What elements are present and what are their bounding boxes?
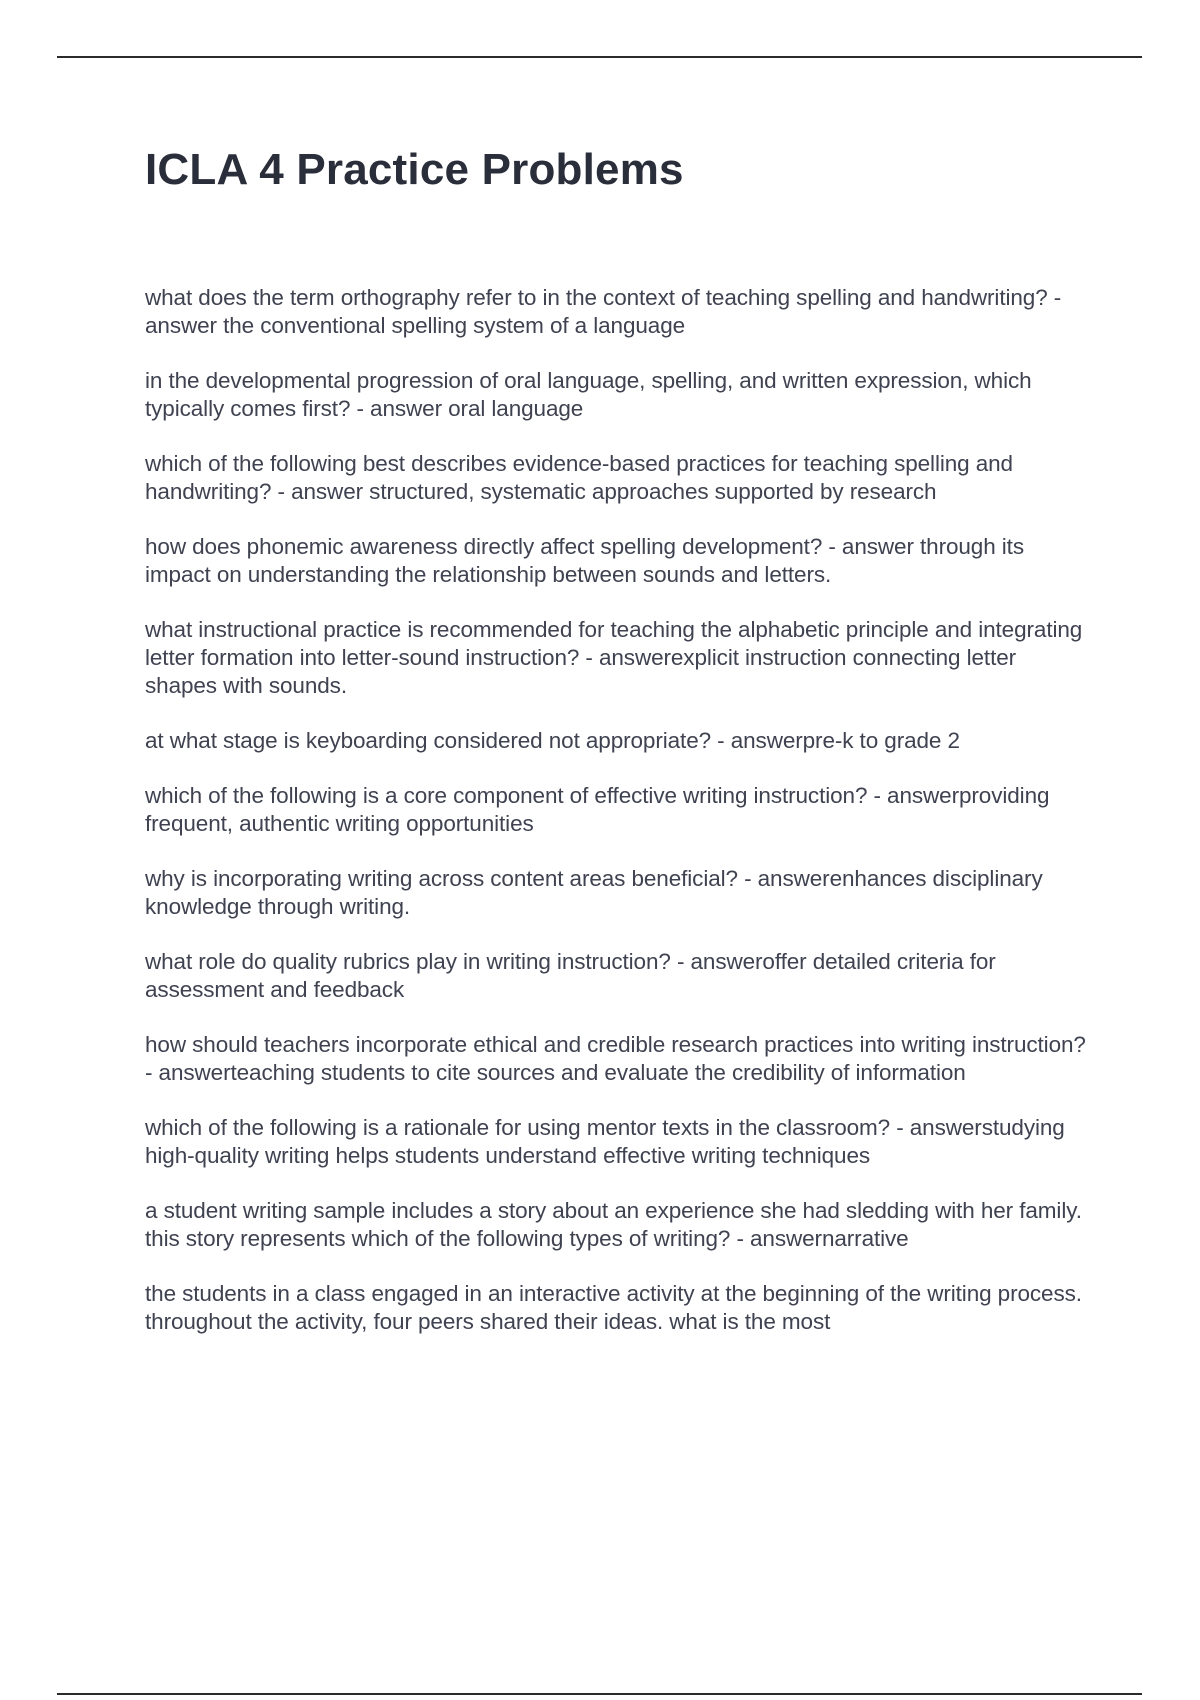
qa-item: how should teachers incorporate ethical and credible research practices into writing instruction? - answerteaching students to cite sources and evaluate the credibility of information (145, 1032, 1086, 1085)
qa-item: which of the following is a rationale for using mentor texts in the classroom? - answerstudying high-quality writing helps students understand effective writing techniques (145, 1115, 1065, 1168)
qa-item: why is incorporating writing across content areas beneficial? - answerenhances disciplinary knowledge through writing. (145, 866, 1043, 919)
page-title: ICLA 4 Practice Problems (145, 145, 684, 194)
qa-item: what role do quality rubrics play in writing instruction? - answeroffer detailed criteria for assessment and feedback (145, 949, 996, 1002)
qa-item: at what stage is keyboarding considered not appropriate? - answerpre-k to grade 2 (145, 728, 960, 753)
qa-item: how does phonemic awareness directly affect spelling development? - answer through its impact on understanding the relationship between sounds and letters. (145, 534, 1024, 587)
qa-list (145, 284, 1093, 1363)
bottom-divider (57, 1693, 1142, 1695)
top-divider (57, 56, 1142, 58)
qa-item: which of the following best describes evidence-based practices for teaching spelling and handwriting? - answer structured, systematic approaches supported by research (145, 451, 1013, 504)
qa-item: a student writing sample includes a story about an experience she had sledding with her family. this story represents which of the following types of writing? - answernarrative (145, 1198, 1082, 1251)
qa-item: the students in a class engaged in an interactive activity at the beginning of the writing process. throughout the activity, four peers shared their ideas. what is the most (145, 1281, 1082, 1334)
qa-item: which of the following is a core component of effective writing instruction? - answerproviding frequent, authentic writing opportunities (145, 783, 1050, 836)
qa-item: what instructional practice is recommended for teaching the alphabetic principle and integrating letter formation into letter-sound instruction? - answerexplicit instruction connecting letter shapes with sounds. (145, 617, 1083, 698)
qa-item: what does the term orthography refer to in the context of teaching spelling and handwriting? - answer the conventional spelling system of a language (145, 285, 1062, 338)
qa-item: in the developmental progression of oral language, spelling, and written expression, which typically comes first? - answer oral language (145, 368, 1032, 421)
